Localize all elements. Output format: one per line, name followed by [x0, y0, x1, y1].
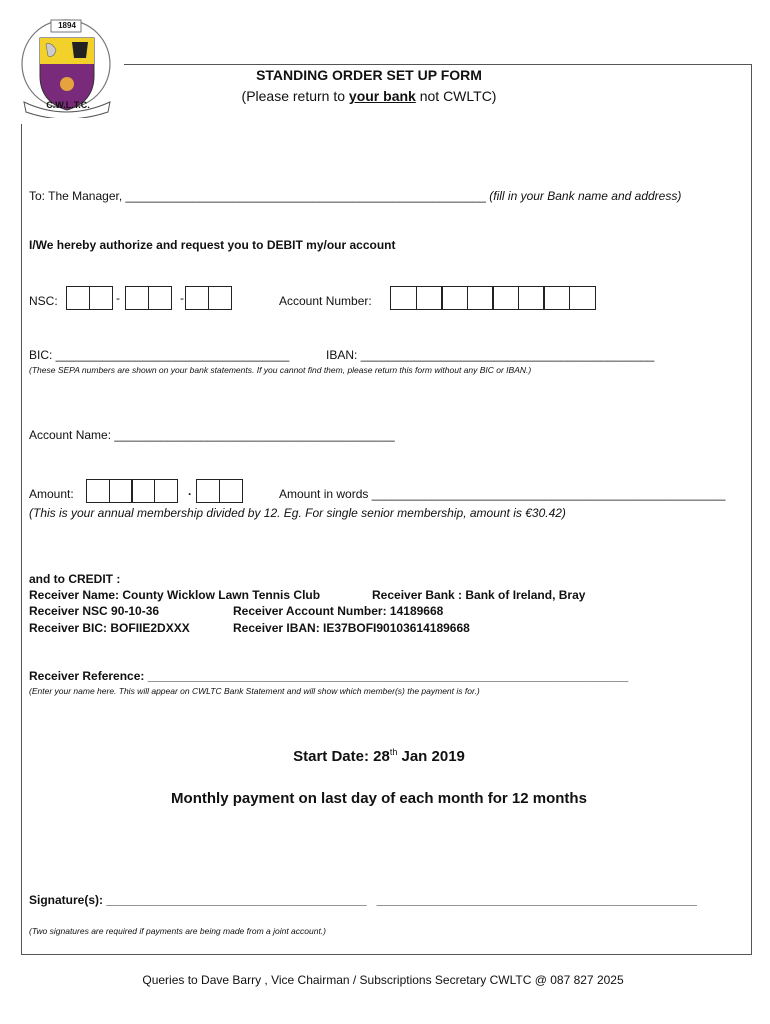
- reference-note: (Enter your name here. This will appear on CWLTC Bank Statement and will show which member(s) the payment is for.): [29, 686, 480, 696]
- start-date: Start Date: 28th Jan 2019: [293, 747, 465, 765]
- sepa-note: (These SEPA numbers are shown on your bank statements. If you cannot find them, please return this form without any BIC or IBAN.): [29, 365, 532, 375]
- amount-words-line: Amount in words _____________________________________________________: [279, 487, 726, 501]
- to-manager-line: To: The Manager, ______________________________________________________ (fill in your Bank name and address): [29, 189, 682, 203]
- receiver-bic: Receiver BIC: BOFIIE2DXXX: [29, 621, 190, 635]
- nsc-boxes-1[interactable]: [66, 286, 111, 310]
- amount-label: Amount:: [29, 487, 74, 501]
- receiver-nsc: Receiver NSC 90-10-36: [29, 604, 160, 618]
- receiver-reference-line: Receiver Reference: ________________________________________________________________________: [29, 669, 629, 683]
- monthly-payment-note: Monthly payment on last day of each month for 12 months: [171, 790, 587, 807]
- amount-euro-boxes[interactable]: [86, 479, 176, 503]
- receiver-account-number: Receiver Account Number: 14189668: [233, 604, 444, 618]
- form-subtitle: (Please return to your bank not CWLTC): [241, 88, 497, 104]
- form-title: STANDING ORDER SET UP FORM: [256, 67, 482, 83]
- bic-line: BIC: ___________________________________: [29, 348, 290, 362]
- authorize-statement: I/We hereby authorize and request you to DEBIT my/our account: [29, 238, 396, 252]
- signature-note: (Two signatures are required if payments are being made from a joint account.): [29, 926, 327, 936]
- bic-field[interactable]: ___________________________________: [55, 348, 290, 362]
- logo-club-name: C.W.L.T.C.: [46, 100, 90, 110]
- receiver-iban: Receiver IBAN: IE37BOFI90103614189668: [233, 621, 470, 635]
- nsc-boxes-3[interactable]: [185, 286, 230, 310]
- nsc-separator: -: [180, 291, 184, 305]
- nsc-separator: -: [116, 291, 120, 305]
- signature-line: Signature(s): _______________________________________ ________________________________________________: [29, 893, 697, 907]
- account-number-boxes[interactable]: [390, 286, 594, 310]
- iban-field[interactable]: ____________________________________________: [360, 348, 655, 362]
- credit-heading: and to CREDIT :: [29, 572, 121, 586]
- signature-field-1[interactable]: _______________________________________: [106, 893, 367, 907]
- account-name-line: Account Name: __________________________________________: [29, 428, 395, 442]
- receiver-bank: Receiver Bank : Bank of Ireland, Bray: [372, 588, 586, 602]
- bank-name-field[interactable]: ______________________________________________________: [125, 189, 486, 203]
- amount-decimal-point: .: [188, 484, 192, 498]
- nsc-label: NSC:: [29, 294, 58, 308]
- signature-field-2[interactable]: ________________________________________________: [376, 893, 697, 907]
- account-name-field[interactable]: __________________________________________: [114, 428, 395, 442]
- amount-words-field[interactable]: _____________________________________________________: [371, 487, 726, 501]
- receiver-reference-field[interactable]: ________________________________________________________________________: [147, 669, 629, 683]
- iban-line: IBAN: ____________________________________________: [326, 348, 655, 362]
- nsc-boxes-2[interactable]: [125, 286, 170, 310]
- amount-cent-boxes[interactable]: [196, 479, 241, 503]
- account-number-label: Account Number:: [279, 294, 372, 308]
- amount-note: (This is your annual membership divided by 12. Eg. For single senior membership, amount is €30.42): [29, 506, 566, 520]
- receiver-name: Receiver Name: County Wicklow Lawn Tennis Club: [29, 588, 321, 602]
- footer-queries: Queries to Dave Barry , Vice Chairman / Subscriptions Secretary CWLTC @ 087 827 2025: [142, 973, 624, 987]
- logo-year: 1894: [58, 21, 76, 30]
